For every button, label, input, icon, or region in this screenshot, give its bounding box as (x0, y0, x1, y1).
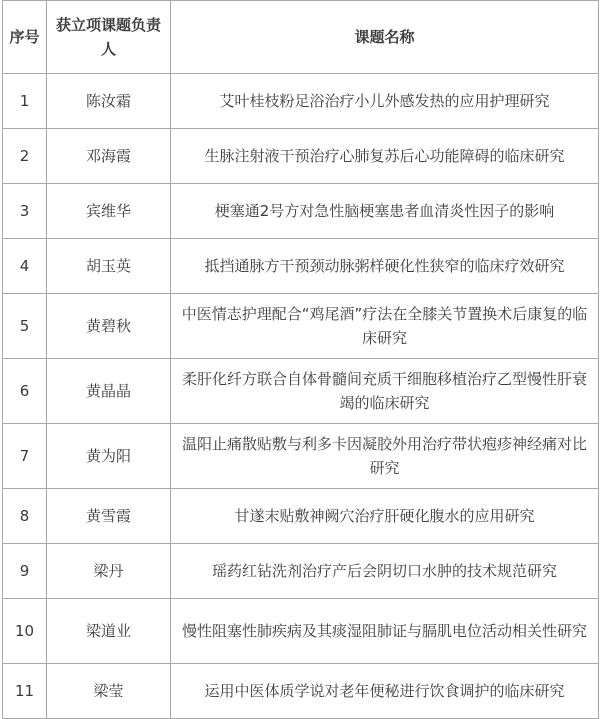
row-person: 宾维华 (47, 184, 171, 239)
header-serial: 序号 (3, 1, 47, 74)
table-row (3, 664, 599, 719)
row-serial: 9 (3, 544, 47, 599)
row-serial: 2 (3, 129, 47, 184)
row-serial: 4 (3, 239, 47, 294)
row-person: 陈汝霜 (47, 74, 171, 129)
row-title: 运用中医体质学说对老年便秘进行饮食调护的临床研究 (171, 664, 599, 719)
header-row (3, 1, 599, 74)
row-title: 瑶药红钻洗剂治疗产后会阴切口水肿的技术规范研究 (171, 544, 599, 599)
row-title: 慢性阻塞性肺疾病及其痰湿阻肺证与膈肌电位活动相关性研究 (171, 599, 599, 664)
row-title: 温阳止痛散贴敷与利多卡因凝胶外用治疗带状疱疹神经痛对比研究 (171, 424, 599, 489)
table-row (3, 599, 599, 664)
table-row (3, 544, 599, 599)
table-row (3, 129, 599, 184)
row-serial: 3 (3, 184, 47, 239)
row-person: 黄晶晶 (47, 359, 171, 424)
table-row (3, 424, 599, 489)
row-title: 艾叶桂枝粉足浴治疗小儿外感发热的应用护理研究 (171, 74, 599, 129)
project-table (2, 0, 599, 719)
row-person: 梁道业 (47, 599, 171, 664)
row-title: 柔肝化纤方联合自体骨髓间充质干细胞移植治疗乙型慢性肝衰竭的临床研究 (171, 359, 599, 424)
table-row (3, 184, 599, 239)
table-row (3, 74, 599, 129)
table-row (3, 489, 599, 544)
row-person: 黄雪霞 (47, 489, 171, 544)
row-person: 黄碧秋 (47, 294, 171, 359)
header-title: 课题名称 (171, 1, 599, 74)
row-title: 梗塞通2号方对急性脑梗塞患者血清炎性因子的影响 (171, 184, 599, 239)
header-person: 获立项课题负责人 (47, 1, 171, 74)
row-serial: 11 (3, 664, 47, 719)
row-title: 抵挡通脉方干预颈动脉粥样硬化性狭窄的临床疗效研究 (171, 239, 599, 294)
row-serial: 8 (3, 489, 47, 544)
row-serial: 7 (3, 424, 47, 489)
row-title: 中医情志护理配合“鸡尾酒”疗法在全膝关节置换术后康复的临床研究 (171, 294, 599, 359)
row-serial: 6 (3, 359, 47, 424)
row-person: 黄为阳 (47, 424, 171, 489)
row-title: 甘遂末贴敷神阙穴治疗肝硬化腹水的应用研究 (171, 489, 599, 544)
row-person: 梁莹 (47, 664, 171, 719)
row-serial: 5 (3, 294, 47, 359)
row-serial: 10 (3, 599, 47, 664)
row-title: 生脉注射液干预治疗心肺复苏后心功能障碍的临床研究 (171, 129, 599, 184)
table-row (3, 239, 599, 294)
row-person: 邓海霞 (47, 129, 171, 184)
row-person: 胡玉英 (47, 239, 171, 294)
row-person: 梁丹 (47, 544, 171, 599)
table-row (3, 359, 599, 424)
table-row (3, 294, 599, 359)
row-serial: 1 (3, 74, 47, 129)
